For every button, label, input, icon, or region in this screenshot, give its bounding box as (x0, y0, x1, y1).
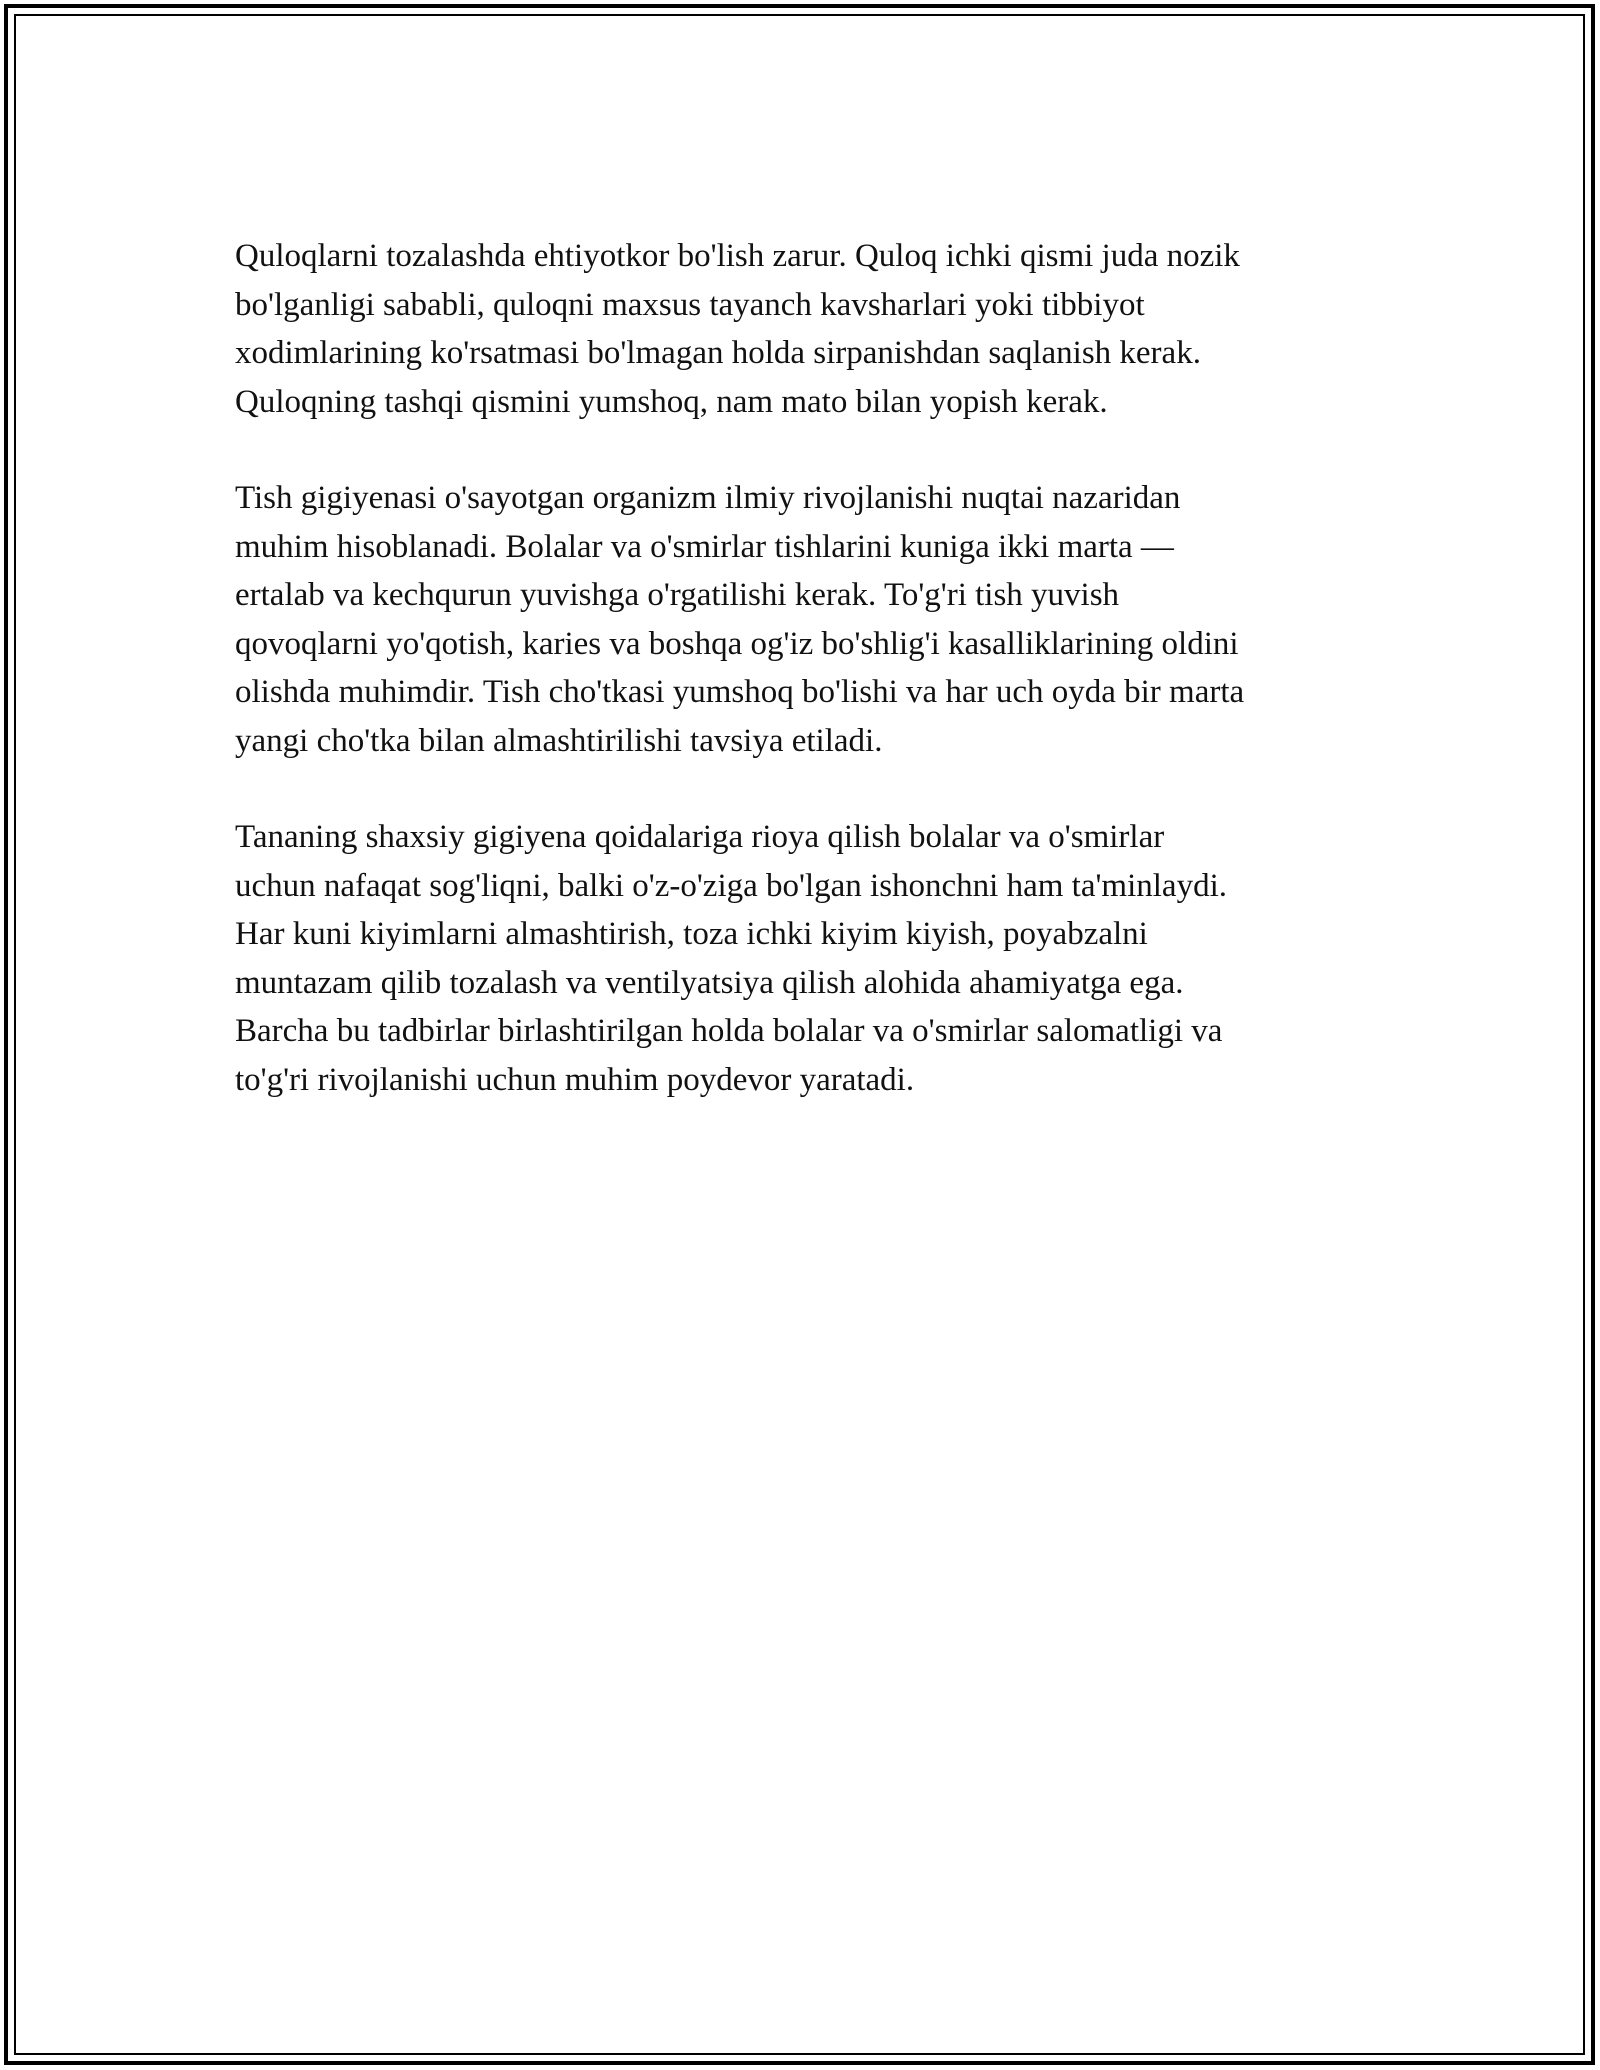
document-body (235, 232, 1375, 1152)
paragraph-ear-hygiene: Quloqlarni tozalashda ehtiyotkor bo'lish zarur. Quloq ichki qismi juda nozik bo'lganligi sababli, quloqni maxsus tayanch kavsharlari yoki tibbiyot xodimlarining ko'rsatmasi bo'lmagan holda sirpanishdan saqlanish kerak. Quloqning tashqi qismini yumshoq, nam mato bilan yopish kerak. (235, 238, 1240, 420)
paragraph-personal-hygiene: Tananing shaxsiy gigiyena qoidalariga rioya qilish bolalar va o'smirlar uchun nafaqat sog'liqni, balki o'z-o'ziga bo'lgan ishonchni ham ta'minlaydi. Har kuni kiyimlarni almashtirish, toza ichki kiyim kiyish, poyabzalni muntazam qilib tozalash va ventilyatsiya qilish alohida ahamiyatga ega. Barcha bu tadbirlar birlashtirilgan holda bolalar va o'smirlar salomatligi va to'g'ri rivojlanishi uchun muhim poydevor yaratadi. (235, 819, 1227, 1098)
paragraph-dental-hygiene: Tish gigiyenasi o'sayotgan organizm ilmiy rivojlanishi nuqtai nazaridan muhim hisoblanadi. Bolalar va o'smirlar tishlarini kuniga ikki marta — ertalab va kechqurun yuvishga o'rgatilishi kerak. To'g'ri tish yuvish qovoqlarni yo'qotish, karies va boshqa og'iz bo'shlig'i kasalliklarining oldini olishda muhimdir. Tish cho'tkasi yumshoq bo'lishi va har uch oyda bir marta yangi cho'tka bilan almashtirilishi tavsiya etiladi. (235, 480, 1245, 759)
